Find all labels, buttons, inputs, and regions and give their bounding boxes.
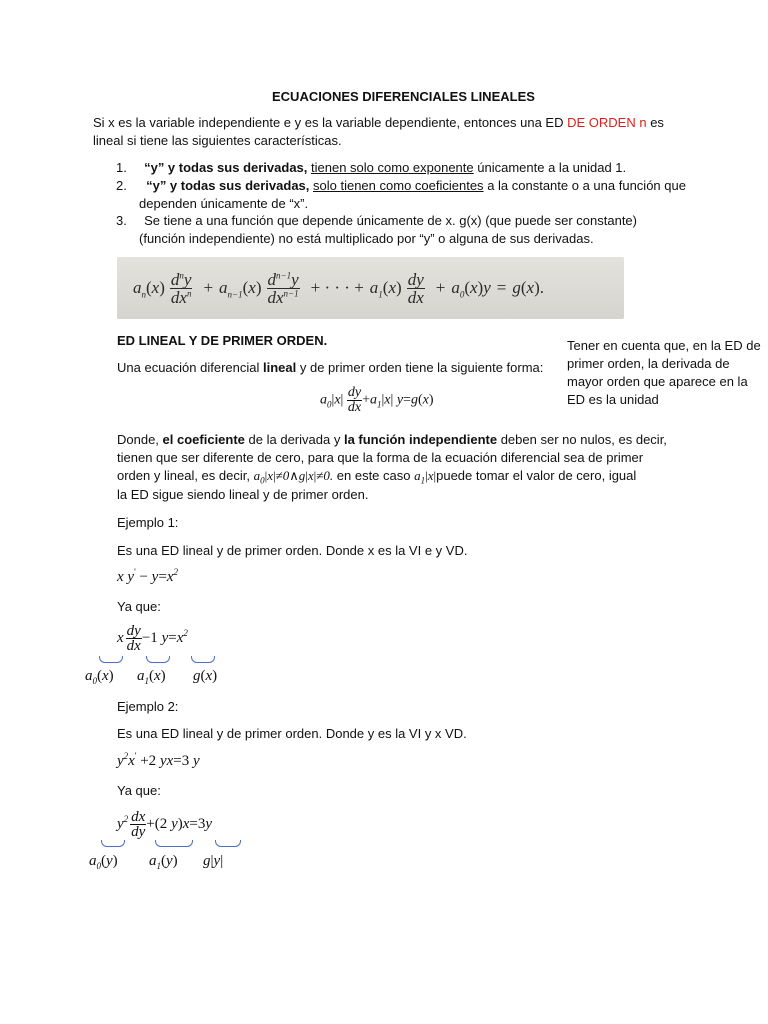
list-number: 3. [116, 213, 127, 228]
brace-g [191, 656, 215, 663]
function-label-g: g(x) [193, 668, 218, 684]
example-1-label: Ejemplo 1: [117, 515, 179, 530]
donde-bold: la función independiente [343, 432, 498, 447]
intro-highlight: DE ORDEN n [567, 115, 647, 130]
intro-text: Si x es la variable independiente e y es la variable dependiente, entonces una ED [93, 115, 564, 130]
first-order-formula: $a_0|x|$ $\frac{dy}{dx}$ $+a_1|x|$ y=g(x) [320, 385, 434, 415]
donde-paragraph-line-2: tienen que ser diferente de cero, para que la forma de la ecuación diferencial sea de primer [117, 450, 644, 465]
intro-line-1 [93, 114, 664, 132]
intro-line-2: lineal si tiene las siguientes características. [93, 133, 342, 148]
donde-text: de la derivada y [248, 432, 341, 447]
side-note-line: primer orden, la derivada de [567, 356, 730, 371]
example-1-equation: x $y' - y=x^2$ [117, 567, 178, 585]
brace-a1 [155, 840, 193, 847]
section-heading: ED LINEAL Y DE PRIMER ORDEN. [117, 333, 328, 348]
coefficient-label-a0: $a_0(x)$ [85, 668, 114, 686]
list-bold-text: “y” y todas sus derivadas, [146, 178, 310, 193]
list-text: únicamente a la unidad 1. [477, 160, 627, 175]
donde-paragraph-line-3 [117, 467, 636, 485]
coefficient-label-a1: $a_1(y)$ [149, 853, 178, 871]
side-note-line: Tener en cuenta que, en la ED de [567, 338, 761, 353]
general-linear-ode-formula: $a_n$ ( x ) $\frac{d^ny}{dx^n}$ + $a_{n-1}$ ( x ) $\frac{d^{n-1}y}{dx^{n-1}}$ + · · · + $a_1$ ( x ) $\frac{dy}{dx}$ + $a_0$ ( x ) y = g ( x ). [117, 257, 624, 319]
donde-text: puede tomar el valor de cero, igual [436, 468, 637, 483]
donde-paragraph-line-1 [117, 431, 667, 449]
intro-text-end: es [650, 115, 664, 130]
list-item [116, 159, 626, 177]
example-1-ya-que: Ya que: [117, 599, 161, 614]
side-note-line: mayor orden que aparece en la [567, 374, 748, 389]
example-2-label: Ejemplo 2: [117, 699, 179, 714]
list-item [116, 212, 637, 230]
list-bold-text: “y” y todas sus derivadas, [144, 160, 308, 175]
side-note [567, 337, 761, 409]
list-item-continuation: (función independiente) no está multiplicado por “y” o alguna de sus derivadas. [139, 231, 594, 246]
list-text: a la constante o a una función que [487, 178, 686, 193]
list-number: 2. [116, 178, 127, 193]
donde-bold: el coeficiente [162, 432, 245, 447]
brace-g [215, 840, 241, 847]
function-label-g: g|y| [203, 853, 224, 869]
list-text: Se tiene a una función que depende únicamente de x. g(x) (que puede ser constante) [144, 213, 637, 228]
donde-text: orden y lineal, es decir, [117, 468, 250, 483]
example-1-expanded-equation: x $\frac{dy}{dx}$ −1 $y=x^2$ [117, 623, 188, 654]
form-intro-text-end: y de primer orden tiene la siguiente forma: [299, 360, 544, 375]
list-underlined-text: solo tienen como coeficientes [313, 178, 484, 193]
donde-text: en este caso [336, 468, 411, 483]
example-2-equation: $y^2x' +2$ yx=3 y [117, 751, 200, 769]
nonzero-condition: $a_0|x|\ne 0\wedge g|x|\ne 0$. [253, 468, 334, 486]
coefficient-label-a1: $a_1(x)$ [137, 668, 166, 686]
list-underlined-text: tienen solo como exponente [311, 160, 474, 175]
side-note-line: ED es la unidad [567, 392, 659, 407]
form-intro [117, 359, 543, 377]
form-intro-bold: lineal [263, 360, 297, 375]
page-title: ECUACIONES DIFERENCIALES LINEALES [272, 89, 535, 104]
form-intro-text: Una ecuación diferencial [117, 360, 260, 375]
coefficient-label-a0: $a_0(y)$ [89, 853, 118, 871]
donde-paragraph-line-4: la ED sigue siendo lineal y de primer orden. [117, 487, 369, 502]
a1-term: $a_1|x|$ [414, 468, 437, 486]
list-item-continuation: dependen únicamente de “x”. [139, 196, 309, 211]
example-1-description: Es una ED lineal y de primer orden. Donde x es la VI e y VD. [117, 543, 468, 558]
list-item [116, 177, 686, 195]
brace-a0 [99, 656, 123, 663]
brace-a1 [146, 656, 170, 663]
donde-text: Donde, [117, 432, 159, 447]
brace-a0 [101, 840, 125, 847]
donde-text: deben ser no nulos, es decir, [500, 432, 667, 447]
example-2-expanded-equation: $y^2$ $\frac{dx}{dy}$ +(2 y)x=3y [117, 809, 213, 840]
example-2-description: Es una ED lineal y de primer orden. Donde y es la VI y x VD. [117, 726, 467, 741]
list-number: 1. [116, 160, 127, 175]
example-2-ya-que: Ya que: [117, 783, 161, 798]
